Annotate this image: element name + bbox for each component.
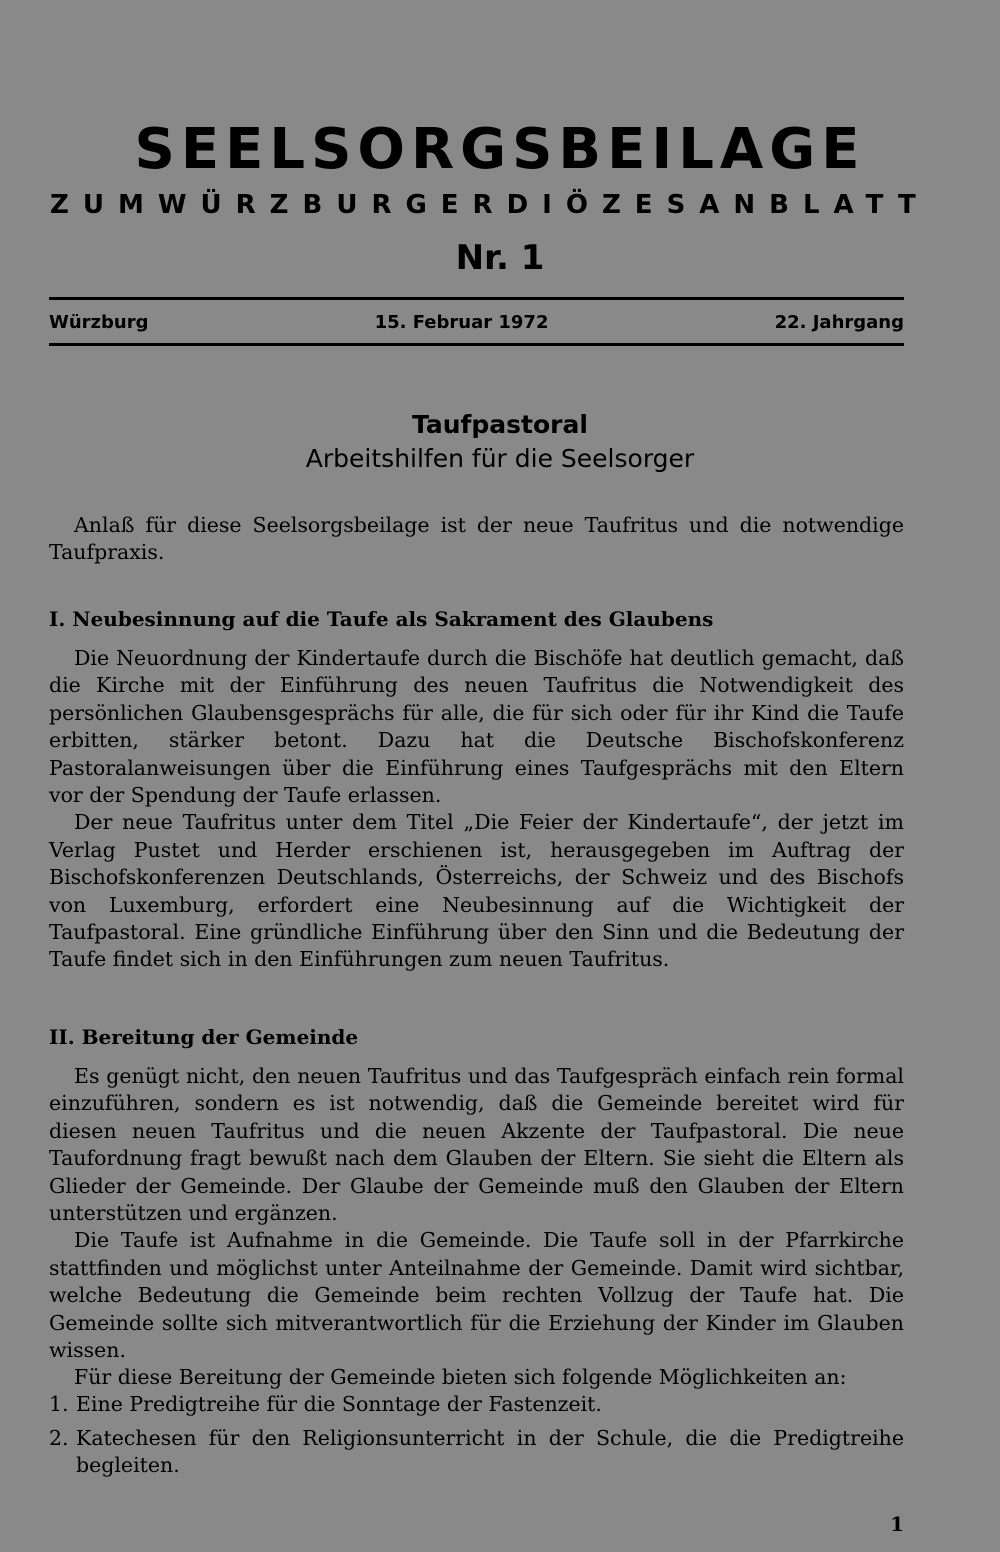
page-number: 1	[890, 1512, 904, 1536]
list-item	[49, 1425, 904, 1480]
dateline	[49, 310, 904, 336]
paragraph: Die Neuordnung der Kindertaufe durch die Bischöfe hat deutlich gemacht, daß die Kirche mit der Einführung des neuen Taufritus die Notwendigkeit des persönlichen Glaubensgesprächs für alle, die für sich oder für ihr Kind die Taufe erbitten, stärker betont. Dazu hat die Deutsche Bischofskonferenz Pastoralanweisungen über die Einführung eines Taufgesprächs mit den Eltern vor der Spendung der Taufe erlassen.	[49, 646, 904, 808]
header-rule-bottom	[49, 343, 904, 346]
article-subtitle: Arbeitshilfen für die Seelsorger	[305, 444, 695, 473]
list-item	[49, 1391, 904, 1418]
article-title: Taufpastoral	[412, 410, 588, 439]
masthead-title: SEELSORGSBEILAGE	[134, 117, 866, 182]
masthead-subtitle-word: ZUM	[50, 190, 158, 220]
paragraph: Für diese Bereitung der Gemeinde bieten sich folgende Möglichkeiten an:	[74, 1365, 847, 1390]
issue-number: Nr. 1	[455, 238, 545, 278]
paragraph: Anlaß für diese Seelsorgsbeilage ist der neue Taufritus und die notwendige Taufpraxis.	[49, 513, 904, 565]
list-item-text: Eine Predigtreihe für die Sonntage der Fastenzeit.	[76, 1392, 602, 1416]
paragraph: Die Taufe ist Aufnahme in die Gemeinde. Die Taufe soll in der Pfarrkirche stattfinden und möglichst unter Anteilnahme der Gemeinde. Damit wird sichtbar, welche Bedeutung die Gemeinde beim rechten Vollzug der Taufe hat. Die Gemeinde sollte sich mitverantwortlich für die Erziehung der Kinder im Glauben wissen.	[49, 1228, 904, 1363]
header-rule-top	[49, 297, 904, 300]
section-heading: II. Bereitung der Gemeinde	[49, 1025, 359, 1049]
masthead-subtitle-word: DIÖZESANBLATT	[506, 190, 930, 220]
section-body	[49, 1063, 904, 1392]
list-item-text: Katechesen für den Religionsunterricht in der Schule, die die Predigtreihe begleiten.	[76, 1426, 904, 1478]
dateline-volume: 22. Jahrgang	[774, 312, 904, 333]
paragraph: Es genügt nicht, den neuen Taufritus und das Taufgespräch einfach rein formal einzuführen, sondern es ist notwendig, daß die Gemeinde bereitet wird für diesen neuen Taufritus und die neuen Akzente der Taufpastoral. Die neue Taufordnung fragt bewußt nach dem Glauben der Eltern. Sie sieht die Eltern als Glieder der Gemeinde. Der Glaube der Gemeinde muß den Glauben der Eltern unterstützen und ergänzen.	[49, 1064, 904, 1226]
list-item-number: 2.	[49, 1426, 69, 1450]
dateline-place: Würzburg	[49, 312, 149, 333]
list-item-number: 1.	[49, 1392, 69, 1416]
masthead-subtitle-word: WÜRZBURGER	[157, 190, 507, 220]
dateline-date: 15. Februar 1972	[374, 312, 549, 333]
paragraph: Der neue Taufritus unter dem Titel „Die Feier der Kindertaufe“, der jetzt im Verlag Pustet und Herder erschienen ist, herausgegeben im Auftrag der Bischofskonferenzen Deutschlands, Österreichs, der Schweiz und des Bischofs von Luxemburg, erfordert eine Neubesinnung auf die Wichtigkeit der Taufpastoral. Eine gründliche Einführung über den Sinn und die Bedeutung der Taufe findet sich in den Einführungen zum neuen Taufritus.	[49, 810, 904, 972]
masthead-subtitle	[50, 190, 930, 220]
intro-paragraph	[49, 512, 904, 567]
section-body	[49, 645, 904, 974]
section-heading: I. Neubesinnung auf die Taufe als Sakrament des Glaubens	[49, 607, 714, 631]
